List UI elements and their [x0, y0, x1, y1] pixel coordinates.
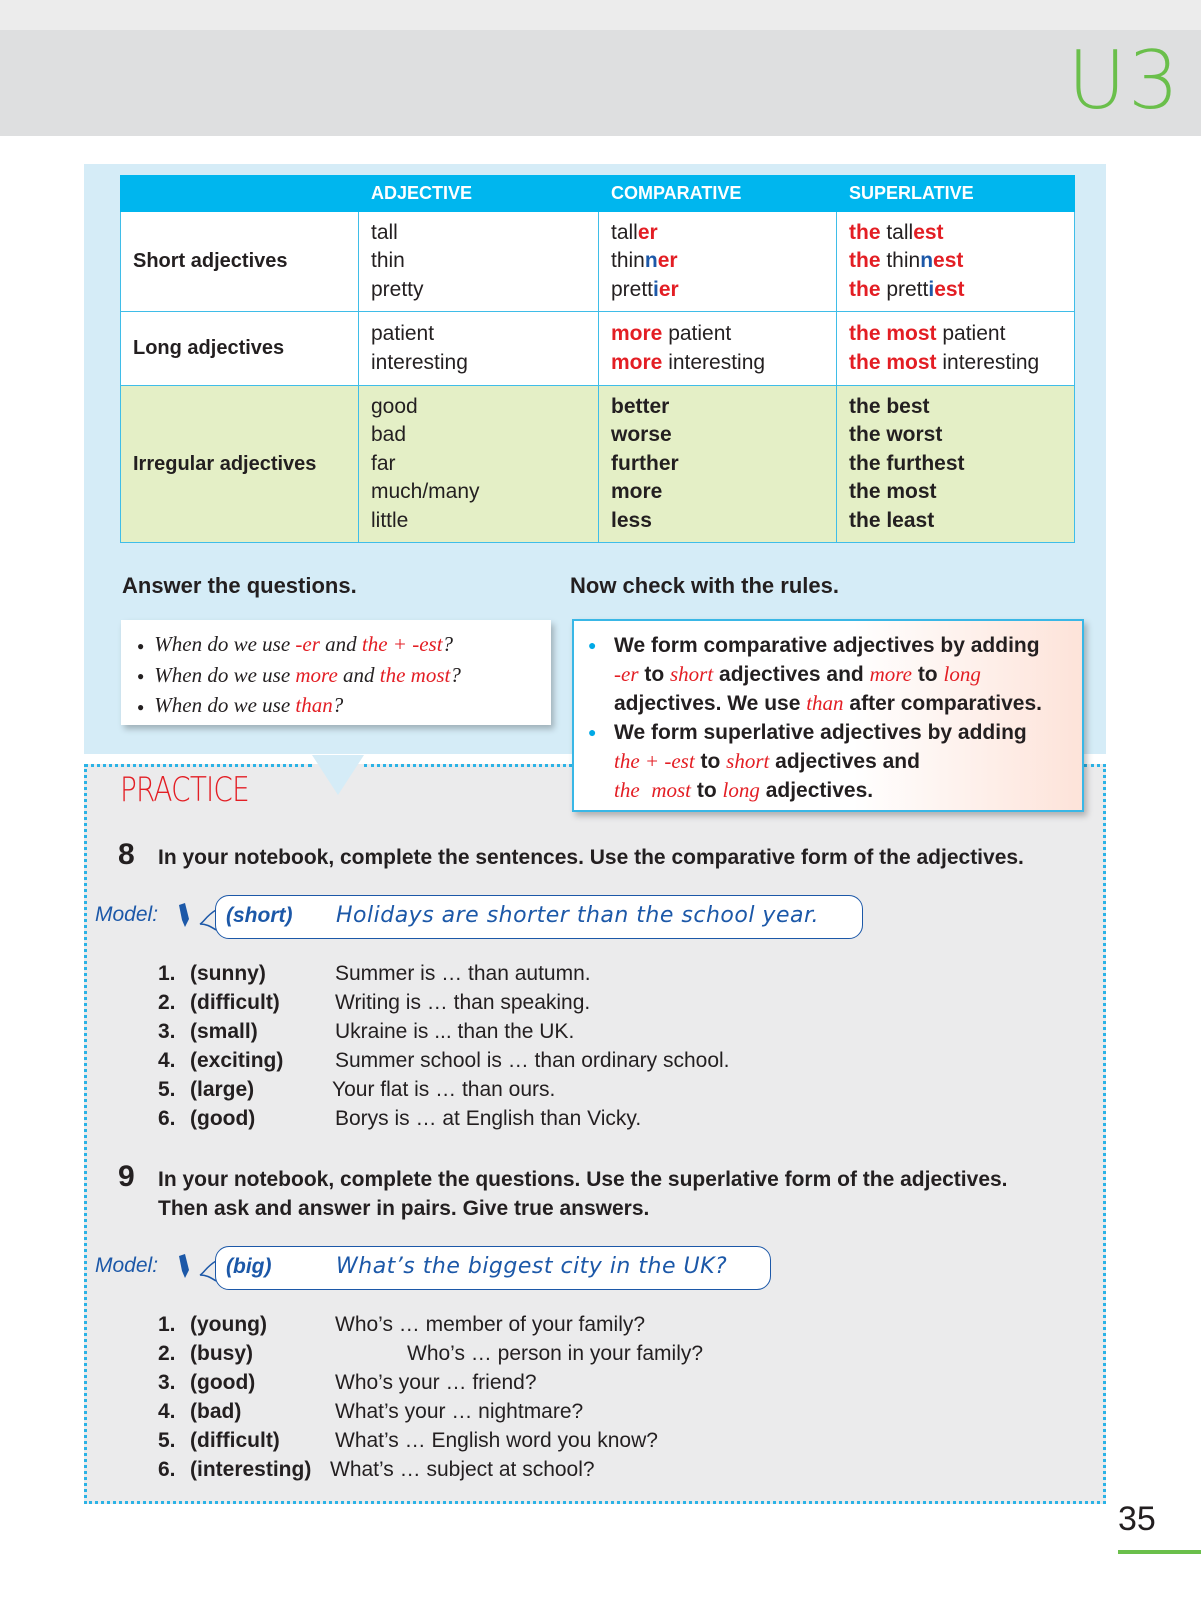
item-word: (difficult) [190, 991, 280, 1014]
stem: patient [662, 322, 732, 345]
exercise-item [158, 959, 918, 988]
question-highlight: more [295, 662, 338, 687]
item-number: 4. [158, 1400, 176, 1423]
question-text: ? [450, 662, 461, 687]
rule-highlight: the [614, 749, 640, 773]
adjective: tall [371, 220, 398, 244]
pen-icon [176, 1254, 190, 1280]
changed-letter: i [928, 277, 935, 301]
superlative-form: the most [849, 480, 937, 504]
exercise-item [158, 1426, 918, 1455]
comparative-cell [599, 312, 837, 386]
changed-letter: i [653, 277, 659, 301]
rule-text: We form comparative adjectives by adding [614, 634, 1040, 657]
ending: est [934, 277, 965, 301]
adjective: thin [371, 249, 405, 273]
item-sentence: What’s … English word you know? [335, 1429, 658, 1452]
stem: thin [880, 249, 921, 273]
ending: est [913, 220, 944, 244]
adjective: much/many [371, 480, 480, 504]
exercise-item [158, 988, 918, 1017]
rule-text: to [694, 750, 727, 773]
grammar-header-comparative: COMPARATIVE [599, 176, 837, 212]
exercise-9-instruction [158, 1165, 1008, 1223]
item-number: 4. [158, 1049, 176, 1072]
rule-highlight: + [639, 749, 665, 773]
question-highlight: + [387, 632, 413, 656]
model-word: (short) [226, 904, 293, 927]
practice-border-right [1084, 764, 1106, 767]
exercise-item [158, 1397, 918, 1426]
item-sentence: Summer is … than autumn. [335, 962, 591, 985]
superlative-form [849, 219, 1062, 248]
practice-border-middle [364, 764, 572, 767]
comparative-form: more [611, 480, 663, 504]
comparative-form: further [611, 451, 679, 475]
rule-text: adjectives. We use [614, 692, 807, 715]
question-text: and [319, 632, 362, 656]
comparative-form [611, 276, 824, 305]
rule-highlight: than [806, 691, 844, 715]
rule-highlight: long [943, 662, 981, 686]
item-number: 6. [158, 1458, 176, 1481]
rule-comparative [588, 631, 1070, 718]
the-most-word: the most [849, 350, 937, 374]
exercise-8-instruction: In your notebook, complete the sentences. Use the comparative form of the adjectives. [158, 846, 1024, 869]
rule-text: adjectives and [713, 663, 870, 686]
question-highlight: than [295, 693, 333, 718]
rule-highlight: short [726, 749, 770, 773]
rules-box [572, 619, 1084, 812]
article: the [849, 277, 881, 301]
rule-text: We form superlative adjectives by adding [614, 721, 1027, 744]
item-sentence: Borys is … at English than Vicky. [335, 1107, 642, 1130]
doubled-letter: n [920, 249, 934, 273]
adjective-cell [359, 312, 599, 386]
rule-highlight: the [614, 778, 640, 802]
superlative-form: the worst [849, 423, 943, 447]
grammar-table [120, 175, 1075, 543]
exercise-9-number: 9 [118, 1160, 135, 1193]
row-label: Short adjectives [121, 212, 359, 312]
check-heading: Now check with the rules. [570, 573, 839, 598]
question-highlight: the [361, 632, 388, 656]
more-word: more [611, 322, 663, 345]
question-highlight: -er [295, 632, 320, 656]
model-label: Model: [95, 1254, 159, 1277]
item-word: (interesting) [190, 1458, 312, 1481]
stem: prett [611, 277, 654, 301]
stem: patient [936, 322, 1006, 345]
item-number: 2. [158, 1342, 176, 1365]
ending: er [637, 220, 658, 244]
rule-highlight: -er [614, 662, 639, 686]
rule-highlight: more [869, 662, 912, 686]
comparative-form [611, 349, 824, 378]
item-word: (small) [190, 1020, 258, 1043]
superlative-form [849, 247, 1062, 276]
adjective: interesting [371, 350, 468, 374]
the-most-word: the most [849, 322, 937, 345]
comparative-form [611, 247, 824, 276]
item-number: 3. [158, 1020, 176, 1043]
exercise-8-number: 8 [118, 838, 135, 871]
question-highlight: -est [412, 632, 443, 656]
header-top-strip [0, 0, 1201, 30]
comparative-form [611, 320, 824, 349]
question-text: When do we use [154, 693, 296, 718]
superlative-cell [837, 312, 1075, 386]
pen-icon [176, 903, 190, 929]
rule-text: after comparatives. [843, 692, 1042, 715]
question-highlight: the most [379, 662, 451, 687]
model-word: (big) [226, 1255, 272, 1278]
superlative-form [849, 276, 1062, 305]
item-word: (exciting) [190, 1049, 284, 1072]
question-text: ? [442, 632, 454, 656]
item-word: (good) [190, 1107, 256, 1130]
item-number: 5. [158, 1429, 176, 1452]
instruction-line: In your notebook, complete the questions. Use the superlative form of the adjectives. [158, 1168, 1008, 1191]
rule-text: to [638, 663, 670, 686]
adjective: patient [371, 322, 435, 345]
adjective: bad [371, 423, 407, 447]
item-sentence: Your flat is … than ours. [332, 1078, 556, 1101]
grammar-row-short [121, 212, 1075, 312]
exercise-item [158, 1104, 918, 1133]
question-text: When do we use [154, 632, 296, 656]
comparative-cell [599, 386, 837, 543]
stem: tall [611, 220, 638, 244]
question-item [137, 691, 535, 722]
grammar-header-empty [121, 176, 359, 212]
model-label: Model: [95, 903, 159, 926]
grammar-table-header [121, 176, 1075, 212]
stem: thin [611, 249, 645, 273]
adjective: pretty [371, 277, 424, 301]
instruction-line: Then ask and answer in pairs. Give true answers. [158, 1197, 650, 1220]
rule-highlight: -est [664, 749, 695, 773]
unit-label: U3 [1067, 34, 1181, 127]
rule-text: adjectives and [769, 750, 920, 773]
ending: er [657, 249, 678, 273]
exercise-item [158, 1017, 918, 1046]
item-word: (young) [190, 1313, 267, 1336]
grammar-row-irregular [121, 386, 1075, 543]
superlative-form: the least [849, 508, 935, 532]
item-number: 2. [158, 991, 176, 1014]
adjective: far [371, 451, 396, 475]
model-sentence: What’s the biggest city in the UK? [336, 1254, 728, 1279]
article: the [849, 220, 881, 244]
page-number: 35 [1118, 1500, 1156, 1538]
item-number: 6. [158, 1107, 176, 1130]
item-word: (sunny) [190, 962, 266, 985]
doubled-letter: n [644, 249, 658, 273]
row-label: Irregular adjectives [121, 386, 359, 543]
grammar-header-superlative: SUPERLATIVE [837, 176, 1075, 212]
item-word: (bad) [190, 1400, 242, 1423]
comparative-form: worse [611, 423, 672, 447]
item-number: 1. [158, 1313, 176, 1336]
ending: er [658, 277, 679, 301]
exercise-item [158, 1455, 918, 1484]
rule-text: adjectives. [759, 779, 874, 802]
adjective-cell [359, 386, 599, 543]
speech-notch [312, 755, 364, 795]
practice-title: PRACTICE [120, 770, 249, 810]
row-label: Long adjectives [121, 312, 359, 386]
item-word: (busy) [190, 1342, 253, 1365]
item-sentence: What’s your … nightmare? [335, 1400, 584, 1423]
superlative-form: the best [849, 394, 930, 418]
rule-highlight: long [722, 778, 760, 802]
practice-border-left [84, 764, 312, 767]
exercise-item [158, 1339, 918, 1368]
item-sentence: Who’s your … friend? [335, 1371, 537, 1394]
item-sentence: Who’s … person in your family? [407, 1342, 704, 1365]
item-word: (difficult) [190, 1429, 280, 1452]
adjective: good [371, 394, 418, 418]
superlative-form [849, 349, 1062, 378]
item-sentence: Who’s … member of your family? [335, 1313, 646, 1336]
item-number: 5. [158, 1078, 176, 1101]
stem: tall [880, 220, 914, 244]
exercise-8-items [158, 959, 918, 1133]
rule-superlative [588, 718, 1070, 805]
question-item [137, 661, 535, 692]
item-sentence: Ukraine is ... than the UK. [335, 1020, 575, 1043]
rule-text: to [911, 663, 944, 686]
adjective-cell [359, 212, 599, 312]
answer-heading: Answer the questions. [122, 573, 357, 598]
item-number: 1. [158, 962, 176, 985]
item-number: 3. [158, 1371, 176, 1394]
stem: interesting [936, 350, 1040, 374]
item-word: (large) [190, 1078, 255, 1101]
comparative-form: less [611, 508, 652, 532]
comparative-form: better [611, 394, 670, 418]
adjective: little [371, 508, 409, 532]
item-sentence: What’s … subject at school? [330, 1458, 595, 1481]
page-number-underline [1118, 1550, 1201, 1554]
exercise-item [158, 1368, 918, 1397]
rule-highlight: short [670, 662, 714, 686]
item-sentence: Summer school is … than ordinary school. [335, 1049, 730, 1072]
comparative-form [611, 219, 824, 248]
question-text: ? [332, 693, 344, 718]
stem: interesting [662, 350, 766, 374]
superlative-form [849, 320, 1062, 349]
stem: prett [880, 277, 929, 301]
grammar-row-long [121, 312, 1075, 386]
superlative-cell [837, 386, 1075, 543]
exercise-item [158, 1310, 918, 1339]
item-word: (good) [190, 1371, 256, 1394]
question-item [137, 630, 535, 661]
rule-text: to [691, 779, 723, 802]
ending: est [933, 249, 964, 273]
superlative-cell [837, 212, 1075, 312]
more-word: more [611, 350, 663, 374]
questions-box [121, 620, 551, 725]
exercise-9-items [158, 1310, 918, 1484]
comparative-cell [599, 212, 837, 312]
exercise-item [158, 1046, 918, 1075]
item-sentence: Writing is … than speaking. [335, 991, 591, 1014]
page-header [0, 30, 1201, 136]
superlative-form: the furthest [849, 451, 965, 475]
exercise-item [158, 1075, 918, 1104]
question-text: and [337, 662, 380, 687]
article: the [849, 249, 881, 273]
rule-highlight: most [651, 778, 692, 802]
model-sentence: Holidays are shorter than the school year. [336, 903, 819, 928]
question-text: When do we use [154, 662, 296, 687]
grammar-header-adjective: ADJECTIVE [359, 176, 599, 212]
